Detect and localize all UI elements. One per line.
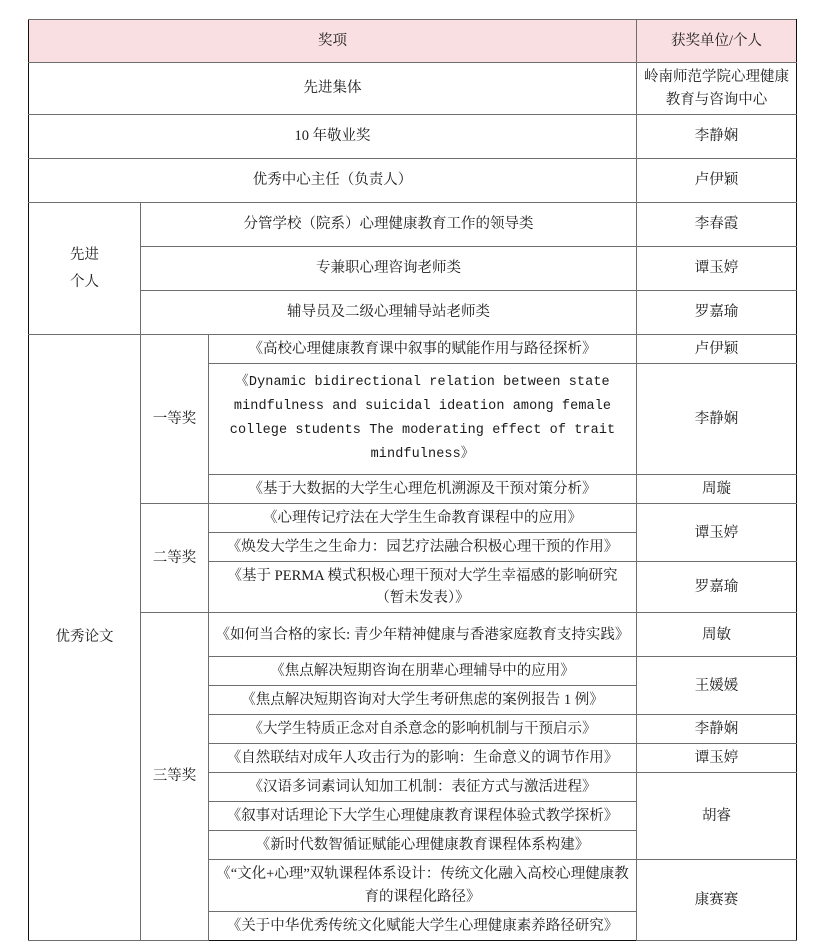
paper-title-first-2: 《Dynamic bidirectional relation between state mindfulness and suicidal ideation among female college students The moderating effect of trait mindfulness》 [209, 364, 637, 475]
recipient-advanced-2: 谭玉婷 [637, 247, 797, 291]
table-row-excellent-director [29, 159, 797, 203]
paper-title-third-3: 《焦点解决短期咨询对大学生考研焦虑的案例报告 1 例》 [209, 686, 637, 715]
award-item-advanced-3: 辅导员及二级心理辅导站老师类 [141, 291, 637, 335]
award-label-service: 10 年敬业奖 [29, 115, 637, 159]
paper-title-third-1: 《如何当合格的家长: 青少年精神健康与香港家庭教育支持实践》 [209, 613, 637, 657]
table-row-collective [29, 63, 797, 115]
recipient-first-2: 李静娴 [637, 364, 797, 475]
table-row-advanced-individual-1 [29, 203, 797, 247]
recipient-third-9: 康赛赛 [637, 860, 797, 940]
recipient-first-3: 周璇 [637, 475, 797, 504]
recipient-second-1: 谭玉婷 [637, 504, 797, 562]
recipient-third-2: 王媛媛 [637, 657, 797, 715]
category-label-line1: 先进 [70, 246, 99, 263]
table-row-paper-third-1 [29, 613, 797, 657]
paper-title-second-2: 《焕发大学生之生命力：园艺疗法融合积极心理干预的作用》 [209, 533, 637, 562]
table-header [29, 20, 797, 63]
paper-title-third-8: 《新时代数智循证赋能心理健康教育课程体系构建》 [209, 831, 637, 860]
paper-title-third-7: 《叙事对话理论下大学生心理健康教育课程体验式教学探析》 [209, 802, 637, 831]
award-label-director: 优秀中心主任（负责人） [29, 159, 637, 203]
paper-title-first-3: 《基于大数据的大学生心理危机溯源及干预对策分析》 [209, 475, 637, 504]
recipient-collective: 岭南师范学院心理健康教育与咨询中心 [637, 63, 797, 115]
paper-title-third-10: 《关于中华优秀传统文化赋能大学生心理健康素养路径研究》 [209, 911, 637, 940]
recipient-second-3: 罗嘉瑜 [637, 562, 797, 613]
recipient-advanced-1: 李春霞 [637, 203, 797, 247]
recipient-third-6: 胡睿 [637, 773, 797, 860]
paper-title-third-2: 《焦点解决短期咨询在朋辈心理辅导中的应用》 [209, 657, 637, 686]
recipient-third-5: 谭玉婷 [637, 744, 797, 773]
level-first-prize: 一等奖 [141, 335, 209, 504]
table-row-advanced-individual-3 [29, 291, 797, 335]
level-third-prize: 三等奖 [141, 613, 209, 940]
recipient-third-1: 周敏 [637, 613, 797, 657]
paper-title-second-3: 《基于 PERMA 模式积极心理干预对大学生幸福感的影响研究（暂未发表）》 [209, 562, 637, 613]
table-row-paper-second-1 [29, 504, 797, 533]
table-row-paper-first-1 [29, 335, 797, 364]
category-advanced-individual [29, 203, 141, 335]
category-excellent-paper: 优秀论文 [29, 335, 141, 941]
paper-title-second-1: 《心理传记疗法在大学生生命教育课程中的应用》 [209, 504, 637, 533]
column-header-award: 奖项 [29, 20, 637, 63]
category-label-line2: 个人 [70, 273, 99, 290]
recipient-advanced-3: 罗嘉瑜 [637, 291, 797, 335]
recipient-service: 李静娴 [637, 115, 797, 159]
recipient-director: 卢伊颖 [637, 159, 797, 203]
header-row [29, 20, 797, 63]
table-row-service-award [29, 115, 797, 159]
paper-title-third-5: 《自然联结对成年人攻击行为的影响：生命意义的调节作用》 [209, 744, 637, 773]
recipient-third-4: 李静娴 [637, 715, 797, 744]
table-row-advanced-individual-2 [29, 247, 797, 291]
column-header-recipient: 获奖单位/个人 [637, 20, 797, 63]
recipient-first-1: 卢伊颖 [637, 335, 797, 364]
paper-title-third-6: 《汉语多词素词认知加工机制：表征方式与激活进程》 [209, 773, 637, 802]
level-second-prize: 二等奖 [141, 504, 209, 613]
paper-title-first-1: 《高校心理健康教育课中叙事的赋能作用与路径探析》 [209, 335, 637, 364]
paper-title-third-9: 《“文化+心理”双轨课程体系设计：传统文化融入高校心理健康教育的课程化路径》 [209, 860, 637, 911]
award-item-advanced-1: 分管学校（院系）心理健康教育工作的领导类 [141, 203, 637, 247]
award-label-collective: 先进集体 [29, 63, 637, 115]
table-body [29, 63, 797, 941]
award-item-advanced-2: 专兼职心理咨询老师类 [141, 247, 637, 291]
paper-title-third-4: 《大学生特质正念对自杀意念的影响机制与干预启示》 [209, 715, 637, 744]
award-list-table [28, 19, 797, 941]
